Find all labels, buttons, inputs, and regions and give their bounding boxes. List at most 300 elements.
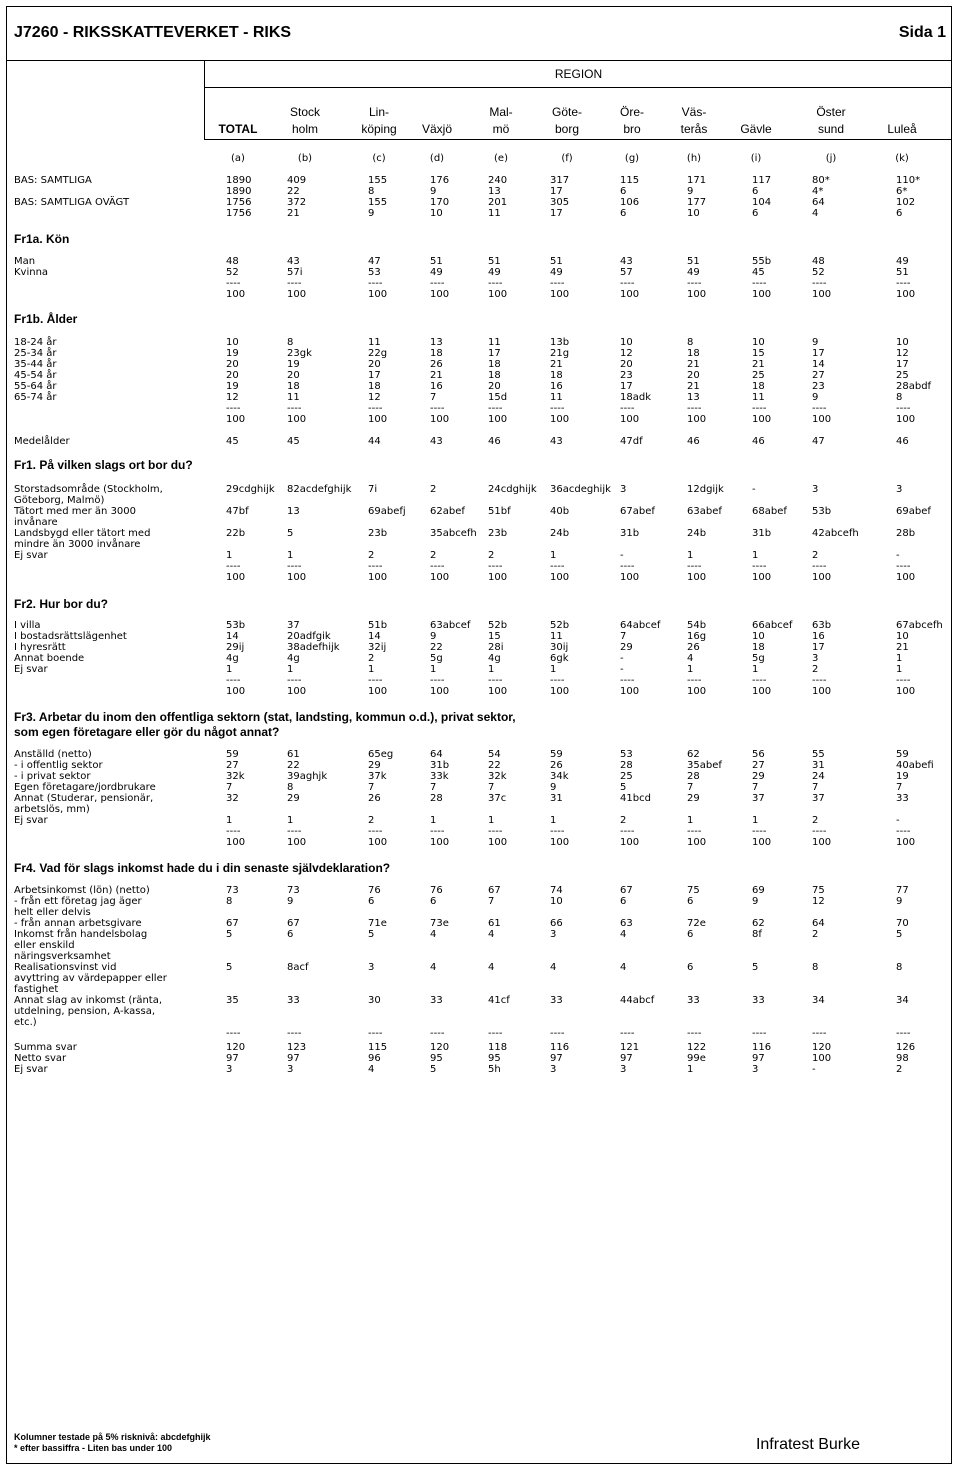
row-label: Egen företagare/jordbrukare [14, 782, 156, 793]
table-cell: 10 [550, 896, 563, 907]
table-cell: 18 [368, 381, 381, 392]
table-cell: 49 [550, 267, 563, 278]
table-cell: 51 [488, 256, 501, 267]
table-cell: 16 [430, 381, 443, 392]
table-cell: 1 [430, 815, 437, 826]
table-cell: ---- [430, 1028, 445, 1039]
table-cell: 82acdefghijk [287, 484, 352, 495]
table-cell: 28 [687, 771, 700, 782]
table-row [0, 197, 960, 208]
table-cell: ---- [226, 278, 241, 289]
table-row [0, 414, 960, 425]
table-cell: 20 [687, 370, 700, 381]
table-cell: 3 [368, 962, 375, 973]
table-cell: 100 [896, 414, 916, 425]
table-cell: 100 [226, 572, 246, 583]
table-cell: 18adk [620, 392, 651, 403]
table-cell: 201 [488, 197, 508, 208]
table-cell: 116 [550, 1042, 570, 1053]
table-cell: 49 [430, 267, 443, 278]
table-cell: ---- [488, 675, 503, 686]
table-cell: 100 [550, 686, 570, 697]
table-cell: ---- [812, 403, 827, 414]
table-cell: 100 [896, 837, 916, 848]
table-cell: 47df [620, 436, 643, 447]
table-cell: 100 [287, 837, 307, 848]
table-cell: ---- [226, 675, 241, 686]
table-cell: 54b [687, 620, 707, 631]
table-cell: ---- [488, 1028, 503, 1039]
table-cell: 47 [812, 436, 825, 447]
table-cell: ---- [368, 278, 383, 289]
table-cell: 100 [430, 572, 450, 583]
table-cell: ---- [287, 1028, 302, 1039]
table-cell: 5g [430, 653, 443, 664]
table-cell: 26 [368, 793, 381, 804]
table-cell: 52b [550, 620, 570, 631]
table-cell: 18 [687, 348, 700, 359]
table-cell: 7 [430, 782, 437, 793]
table-row [0, 793, 960, 804]
table-cell: 12dgijk [687, 484, 724, 495]
table-cell: 46 [896, 436, 909, 447]
table-cell: 4 [550, 962, 557, 973]
table-cell: ---- [896, 278, 911, 289]
table-cell: 51 [430, 256, 443, 267]
column-code: (d) [429, 153, 445, 164]
table-cell: 171 [687, 175, 707, 186]
column-header-line2: sund [817, 122, 845, 136]
table-cell: ---- [368, 1028, 383, 1039]
table-cell: 9 [430, 631, 437, 642]
table-row [0, 572, 960, 583]
table-cell: 67 [226, 918, 239, 929]
footnote-small-base: * efter bassiffra - Liten bas under 100 [14, 1443, 173, 1453]
table-cell: 18 [488, 359, 501, 370]
table-cell: 27 [752, 760, 765, 771]
table-cell: 15d [488, 392, 508, 403]
table-cell: 32k [488, 771, 507, 782]
table-cell: 1 [687, 1064, 694, 1075]
table-cell: ---- [752, 826, 767, 837]
row-label: 18-24 år [14, 337, 57, 348]
table-cell: 26 [550, 760, 563, 771]
column-header-line1: Mal- [489, 105, 513, 119]
table-row [0, 962, 960, 973]
table-cell: 7i [368, 484, 378, 495]
table-cell: 33 [287, 995, 300, 1006]
table-cell: 100 [287, 572, 307, 583]
row-label: Göteborg, Malmö) [14, 495, 105, 506]
table-cell: 1 [550, 550, 557, 561]
table-cell: 63 [620, 918, 633, 929]
table-cell: 1 [488, 815, 495, 826]
table-cell: ---- [287, 278, 302, 289]
table-cell: ---- [488, 278, 503, 289]
table-cell: 21g [550, 348, 570, 359]
table-cell: 27 [812, 370, 825, 381]
row-label: Arbetsinkomst (lön) (netto) [14, 885, 150, 896]
table-cell: 5 [896, 929, 903, 940]
row-label: 65-74 år [14, 392, 57, 403]
table-cell: ---- [368, 826, 383, 837]
row-label: Realisationsvinst vid [14, 962, 117, 973]
table-cell: ---- [430, 561, 445, 572]
table-cell: 4 [620, 929, 627, 940]
question-heading: Fr4. Vad för slags inkomst hade du i din senaste självdeklaration? [14, 861, 391, 875]
table-cell: 62 [687, 749, 700, 760]
table-cell: 80* [812, 175, 830, 186]
table-cell: 5 [620, 782, 627, 793]
table-cell: 76 [430, 885, 443, 896]
table-cell: 10 [752, 337, 765, 348]
table-cell: 20 [368, 359, 381, 370]
table-cell: 29 [752, 771, 765, 782]
table-cell: 106 [620, 197, 640, 208]
table-cell: 100 [687, 837, 707, 848]
table-cell: 1890 [226, 186, 252, 197]
table-cell: 1756 [226, 197, 252, 208]
table-cell: ---- [896, 675, 911, 686]
table-row [0, 620, 960, 631]
table-cell: 2 [488, 550, 495, 561]
table-cell: - [620, 653, 624, 664]
table-cell: ---- [620, 675, 635, 686]
table-cell: 27 [226, 760, 239, 771]
table-cell: 6 [287, 929, 294, 940]
table-cell: ---- [488, 403, 503, 414]
table-cell: 14 [226, 631, 239, 642]
column-code: (e) [494, 153, 508, 164]
table-cell: 7 [226, 782, 233, 793]
table-cell: 31b [430, 760, 450, 771]
row-label: Landsbygd eller tätort med [14, 528, 151, 539]
table-cell: 29ij [226, 642, 245, 653]
table-cell: 100 [368, 686, 388, 697]
table-cell: 24b [687, 528, 707, 539]
table-cell: 1 [896, 664, 903, 675]
row-label: fastighet [14, 984, 59, 995]
row-label: mindre än 3000 invånare [14, 539, 141, 550]
table-cell: 11 [488, 337, 501, 348]
table-cell: 1 [687, 550, 694, 561]
table-cell: 23b [488, 528, 508, 539]
table-row [0, 381, 960, 392]
table-cell: 68abef [752, 506, 787, 517]
table-cell: 37 [287, 620, 300, 631]
table-row [0, 664, 960, 675]
table-cell: 25 [752, 370, 765, 381]
table-cell: 43 [620, 256, 633, 267]
row-label: 45-54 år [14, 370, 57, 381]
table-cell: 100 [812, 572, 832, 583]
brand-name: Infratest Burke [755, 1436, 860, 1453]
table-row [0, 1006, 960, 1017]
table-row [0, 642, 960, 653]
table-cell: 1 [488, 664, 495, 675]
table-cell: ---- [620, 403, 635, 414]
table-cell: 100 [896, 289, 916, 300]
table-cell: 31b [752, 528, 772, 539]
table-cell: 25 [620, 771, 633, 782]
column-code: (f) [561, 153, 573, 164]
question-heading: Fr3. Arbetar du inom den offentliga sektorn (stat, landsting, kommun o.d.), privat sektor, [14, 710, 516, 724]
table-cell: 20adfgik [287, 631, 331, 642]
table-cell: 7 [896, 782, 903, 793]
table-cell: 17 [620, 381, 633, 392]
table-cell: 1 [896, 653, 903, 664]
table-cell: 100 [812, 289, 832, 300]
table-cell: 51bf [488, 506, 511, 517]
table-cell: 10 [896, 631, 909, 642]
table-cell: ---- [430, 403, 445, 414]
table-cell: 2 [620, 815, 627, 826]
table-cell: ---- [687, 278, 702, 289]
table-cell: 69abefj [368, 506, 406, 517]
table-cell: 24cdghijk [488, 484, 537, 495]
table-cell: 1 [550, 664, 557, 675]
table-cell: 18 [752, 642, 765, 653]
table-cell: 100 [488, 414, 508, 425]
row-label: Tätort med mer än 3000 [14, 506, 137, 517]
table-cell: 100 [226, 837, 246, 848]
table-cell: 35abef [687, 760, 722, 771]
table-cell: 11 [752, 392, 765, 403]
table-cell: 66 [550, 918, 563, 929]
row-label: Kvinna [14, 267, 49, 278]
row-label: invånare [14, 517, 58, 528]
table-cell: 63b [812, 620, 832, 631]
table-cell: 8 [368, 186, 375, 197]
table-cell: 22 [488, 760, 501, 771]
table-row [0, 208, 960, 219]
table-cell: 120 [226, 1042, 246, 1053]
table-cell: 123 [287, 1042, 307, 1053]
table-cell: 16 [812, 631, 825, 642]
table-cell: 8acf [287, 962, 309, 973]
table-cell: ---- [687, 403, 702, 414]
table-cell: 1 [752, 815, 759, 826]
table-cell: ---- [368, 675, 383, 686]
table-cell: ---- [620, 1028, 635, 1039]
row-label: - i privat sektor [14, 771, 91, 782]
table-cell: 4 [488, 929, 495, 940]
table-row [0, 506, 960, 517]
table-cell: 17 [896, 359, 909, 370]
table-cell: 7 [687, 782, 694, 793]
table-cell: 115 [620, 175, 640, 186]
table-cell: 9 [368, 208, 375, 219]
table-row [0, 973, 960, 984]
table-cell: 13 [287, 506, 300, 517]
table-cell: 1 [687, 815, 694, 826]
table-cell: 2 [368, 653, 375, 664]
table-row [0, 951, 960, 962]
table-cell: 126 [896, 1042, 916, 1053]
table-cell: 122 [687, 1042, 707, 1053]
table-cell: 18 [430, 348, 443, 359]
table-cell: 21 [687, 381, 700, 392]
table-row [0, 539, 960, 550]
table-cell: 5 [226, 962, 233, 973]
table-cell: 97 [287, 1053, 300, 1064]
table-cell: 4 [488, 962, 495, 973]
table-cell: 17 [812, 642, 825, 653]
table-cell: 14 [812, 359, 825, 370]
row-label: Ej svar [14, 664, 48, 675]
table-cell: 42abcefh [812, 528, 859, 539]
table-cell: 14 [368, 631, 381, 642]
table-row [0, 550, 960, 561]
table-cell: 37 [752, 793, 765, 804]
table-cell: 72e [687, 918, 706, 929]
column-code: (k) [895, 153, 909, 164]
table-cell: 120 [430, 1042, 450, 1053]
table-cell: ---- [752, 561, 767, 572]
table-row [0, 771, 960, 782]
table-cell: 59 [226, 749, 239, 760]
table-cell: 4 [368, 1064, 375, 1075]
column-code: (h) [686, 153, 702, 164]
table-cell: 53b [812, 506, 832, 517]
table-cell: 100 [812, 414, 832, 425]
table-cell: 74 [550, 885, 563, 896]
column-header-line2: terås [680, 122, 708, 136]
table-cell: 100 [620, 686, 640, 697]
document-title: J7260 - RIKSSKATTEVERKET - RIKS [14, 24, 292, 41]
table-cell: 43 [287, 256, 300, 267]
table-cell: 3 [812, 484, 819, 495]
table-cell: 63abcef [430, 620, 471, 631]
table-cell: 55b [752, 256, 772, 267]
table-cell: 11 [550, 631, 563, 642]
table-cell: 102 [896, 197, 916, 208]
table-row [0, 561, 960, 572]
table-row [0, 929, 960, 940]
table-cell: 12 [896, 348, 909, 359]
table-cell: - [896, 815, 900, 826]
table-cell: 9 [812, 392, 819, 403]
table-cell: 6 [687, 896, 694, 907]
table-cell: ---- [226, 826, 241, 837]
table-cell: 121 [620, 1042, 640, 1053]
table-cell: 51b [368, 620, 388, 631]
table-cell: 240 [488, 175, 508, 186]
table-cell: 22 [287, 186, 300, 197]
table-cell: 1 [226, 815, 233, 826]
row-label: - från annan arbetsgivare [14, 918, 142, 929]
row-label: 25-34 år [14, 348, 57, 359]
table-cell: 100 [620, 572, 640, 583]
question-heading: Fr2. Hur bor du? [14, 597, 108, 611]
table-cell: 28i [488, 642, 504, 653]
table-row [0, 896, 960, 907]
table-cell: 69abef [896, 506, 931, 517]
row-label: 35-44 år [14, 359, 57, 370]
table-cell: 10 [752, 631, 765, 642]
table-cell: - [620, 664, 624, 675]
table-cell: ---- [287, 826, 302, 837]
table-row [0, 484, 960, 495]
table-row [0, 675, 960, 686]
table-cell: 47bf [226, 506, 249, 517]
table-cell: 29 [368, 760, 381, 771]
table-cell: 21 [430, 370, 443, 381]
table-cell: 29 [287, 793, 300, 804]
table-cell: 13 [488, 186, 501, 197]
table-cell: 51 [550, 256, 563, 267]
table-row [0, 528, 960, 539]
table-cell: 67 [488, 885, 501, 896]
table-cell: 33 [430, 995, 443, 1006]
table-cell: 99e [687, 1053, 706, 1064]
table-cell: ---- [550, 1028, 565, 1039]
table-row [0, 403, 960, 414]
table-row [0, 1053, 960, 1064]
table-cell: 6* [896, 186, 908, 197]
row-label: I hyresrätt [14, 642, 66, 653]
table-cell: 65eg [368, 749, 394, 760]
table-cell: 4g [226, 653, 239, 664]
table-cell: 43 [430, 436, 443, 447]
table-row [0, 359, 960, 370]
table-cell: 73 [226, 885, 239, 896]
table-row [0, 826, 960, 837]
table-cell: 24b [550, 528, 570, 539]
table-cell: 1 [226, 664, 233, 675]
table-cell: 100 [620, 414, 640, 425]
table-cell: 46 [488, 436, 501, 447]
table-cell: 12 [620, 348, 633, 359]
table-cell: 9 [896, 896, 903, 907]
table-cell: 24 [812, 771, 825, 782]
table-row [0, 760, 960, 771]
table-row [0, 1017, 960, 1028]
table-row [0, 918, 960, 929]
table-cell: 7 [368, 782, 375, 793]
table-cell: 43 [550, 436, 563, 447]
column-header-line2: mö [492, 122, 510, 136]
table-cell: 31b [620, 528, 640, 539]
table-cell: 75 [687, 885, 700, 896]
table-cell: 100 [430, 837, 450, 848]
table-row [0, 653, 960, 664]
table-cell: 6 [752, 186, 759, 197]
table-cell: 34 [896, 995, 909, 1006]
table-cell: 56 [752, 749, 765, 760]
table-cell: 8f [752, 929, 762, 940]
table-cell: 39aghjk [287, 771, 328, 782]
table-cell: 97 [550, 1053, 563, 1064]
table-cell: ---- [812, 561, 827, 572]
table-cell: 59 [550, 749, 563, 760]
column-header-line2: Växjö [421, 122, 453, 136]
row-label: etc.) [14, 1017, 37, 1028]
table-cell: 53 [368, 267, 381, 278]
table-cell: 63abef [687, 506, 722, 517]
table-cell: ---- [896, 403, 911, 414]
table-cell: 7 [812, 782, 819, 793]
table-row [0, 907, 960, 918]
column-header-line1: Väs- [681, 105, 707, 119]
table-cell: 4 [687, 653, 694, 664]
table-cell: 100 [620, 289, 640, 300]
table-cell: 2 [812, 929, 819, 940]
table-cell: ---- [287, 561, 302, 572]
table-cell: 73 [287, 885, 300, 896]
column-header-line2: Luleå [887, 122, 917, 136]
table-cell: 100 [287, 686, 307, 697]
